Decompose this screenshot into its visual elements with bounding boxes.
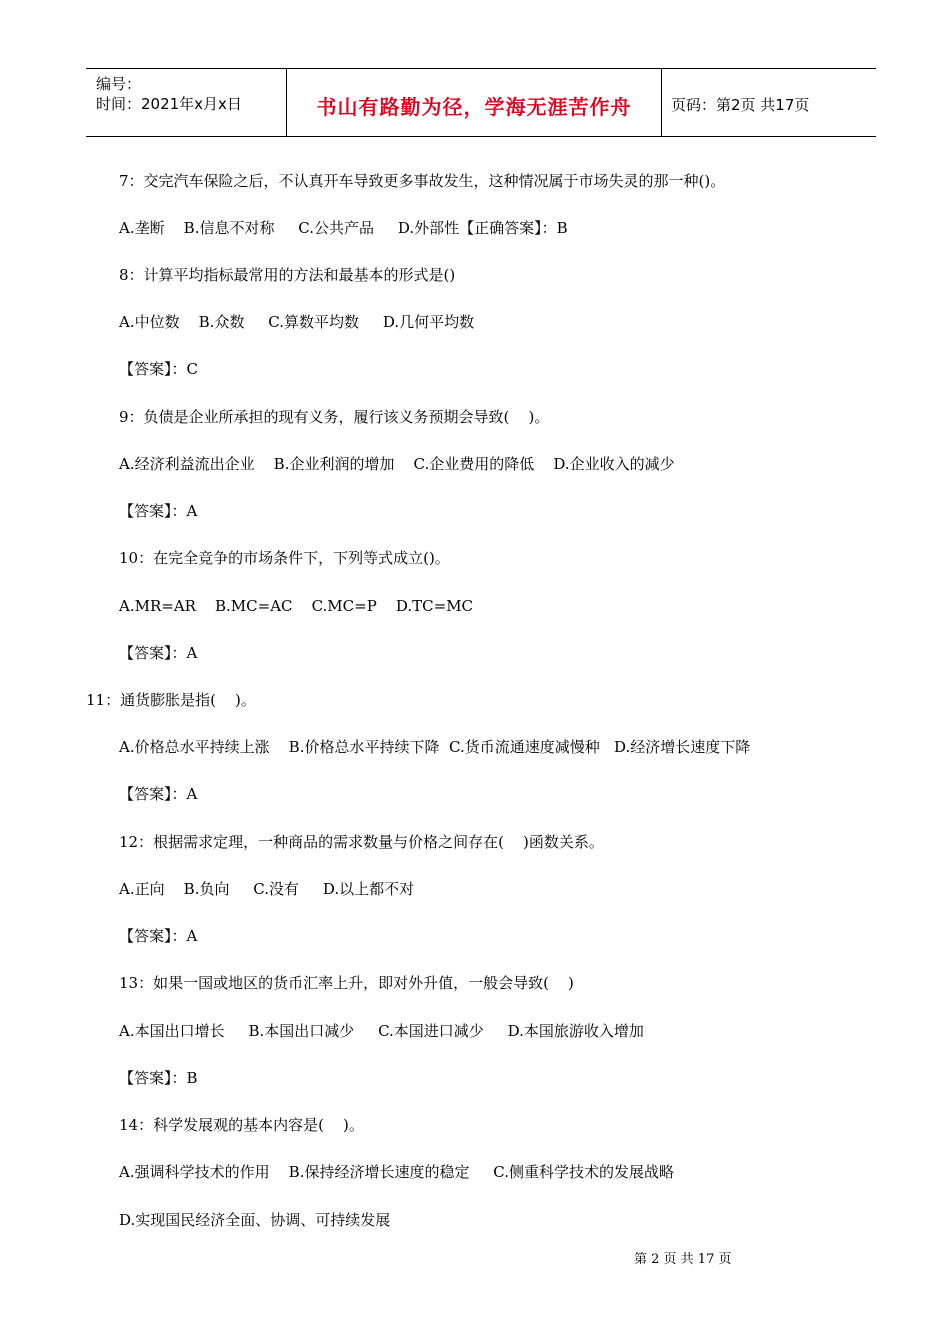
question-14-option-d: D.实现国民经济全面、协调、可持续发展 bbox=[119, 1211, 391, 1229]
question-13: 13：如果一国或地区的货币汇率上升，即对外升值，一般会导致( ) bbox=[119, 974, 574, 992]
question-12-options: A.正向 B.负向 C.没有 D.以上都不对 bbox=[119, 880, 415, 898]
header-motto: 书山有路勤为径，学海无涯苦作舟 bbox=[316, 95, 632, 119]
question-10-options: A.MR=AR B.MC=AC C.MC=P D.TC=MC bbox=[119, 597, 474, 615]
question-11-answer: 【答案】：A bbox=[119, 785, 198, 803]
question-11-options: A.价格总水平持续上涨 B.价格总水平持续下降 C.货币流通速度减慢种 D.经济增长速度下降 bbox=[119, 738, 751, 756]
question-8-options: A.中位数 B.众数 C.算数平均数 D.几何平均数 bbox=[119, 313, 475, 331]
page-footer: 第 2 页 共 17 页 bbox=[634, 1252, 732, 1267]
question-10-answer: 【答案】：A bbox=[119, 644, 198, 662]
question-11: 11：通货膨胀是指( )。 bbox=[86, 691, 256, 709]
question-12: 12：根据需求定理，一种商品的需求数量与价格之间存在( )函数关系。 bbox=[119, 833, 604, 851]
question-7-options: A.垄断 B.信息不对称 C.公共产品 D.外部性【正确答案】：B bbox=[119, 219, 568, 237]
question-12-answer: 【答案】：A bbox=[119, 927, 198, 945]
header-motto-cell bbox=[286, 69, 662, 136]
question-10: 10：在完全竞争的市场条件下，下列等式成立()。 bbox=[119, 549, 450, 567]
document-number-label: 编号： bbox=[96, 75, 142, 93]
question-14: 14：科学发展观的基本内容是( )。 bbox=[119, 1116, 364, 1134]
question-13-answer: 【答案】：B bbox=[119, 1069, 198, 1087]
question-9-answer: 【答案】：A bbox=[119, 502, 198, 520]
header-page-info: 页码：第2页 共17页 bbox=[671, 96, 810, 114]
question-7: 7：交完汽车保险之后，不认真开车导致更多事故发生，这种情况属于市场失灵的那一种()。 bbox=[119, 172, 726, 190]
question-9: 9：负债是企业所承担的现有义务，履行该义务预期会导致( )。 bbox=[119, 408, 550, 426]
question-14-options: A.强调科学技术的作用 B.保持经济增长速度的稳定 C.侧重科学技术的发展战略 bbox=[119, 1163, 675, 1181]
document-time-label: 时间：2021年x月x日 bbox=[96, 95, 242, 113]
page-header bbox=[86, 68, 876, 137]
question-9-options: A.经济利益流出企业 B.企业利润的增加 C.企业费用的降低 D.企业收入的减少 bbox=[119, 455, 675, 473]
question-8: 8：计算平均指标最常用的方法和最基本的形式是() bbox=[119, 266, 456, 284]
header-meta-cell bbox=[86, 69, 286, 136]
header-page-cell bbox=[661, 69, 876, 136]
question-13-options: A.本国出口增长 B.本国出口减少 C.本国进口减少 D.本国旅游收入增加 bbox=[119, 1022, 644, 1040]
question-8-answer: 【答案】：C bbox=[119, 360, 198, 378]
